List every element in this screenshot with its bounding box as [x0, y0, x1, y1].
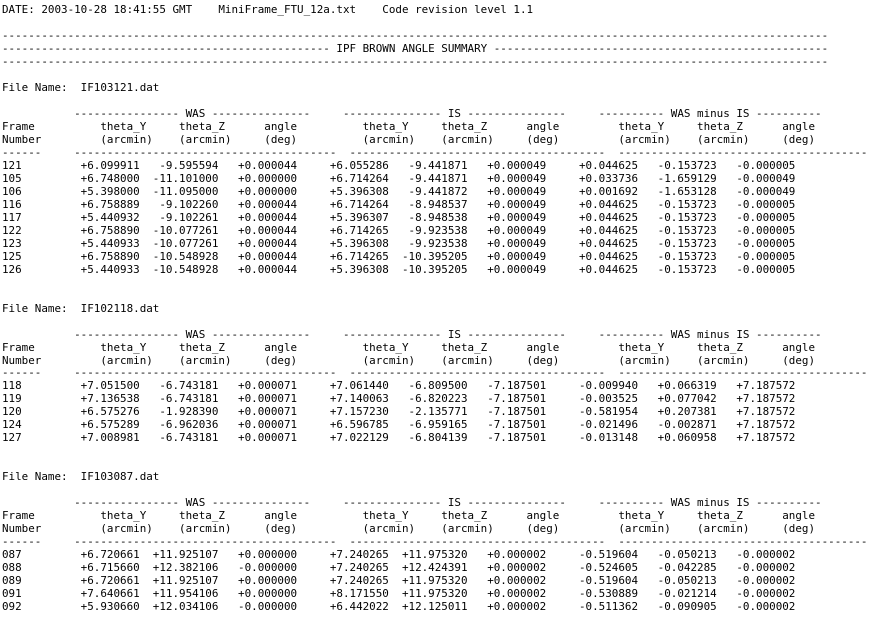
file-name-line: File Name: IF103087.dat	[2, 470, 160, 484]
table-row: 088 +6.715660 +12.382106 -0.000000 +7.240265 +12.424391 +0.000002 -0.524605 -0.042285 -0.000002	[2, 561, 796, 575]
units-header-line: Number (arcmin) (arcmin) (deg) (arcmin) (arcmin) (deg) (arcmin) (arcmin) (deg)	[2, 522, 816, 536]
report-header-line: DATE: 2003-10-28 18:41:55 GMT MiniFrame_FTU_12a.txt Code revision level 1.1	[2, 3, 534, 16]
table-row: 105 +6.748000 -11.101000 +0.000000 +6.714264 -9.441871 +0.000049 +0.033736 -1.659129 -0.000049	[2, 171, 796, 185]
column-header-line: Frame theta_Y theta_Z angle theta_Y theta_Z angle theta_Y theta_Z angle	[2, 340, 816, 354]
table-row: 089 +6.720661 +11.925107 +0.000000 +7.240265 +11.975320 +0.000002 -0.519604 -0.050213 -0.000002	[2, 574, 796, 588]
column-rule-line: ------ ---------------------------------------- --------------------------------------- --------------------------------------	[2, 535, 868, 549]
rule-line: ------------------------------------------------------------------------------------------------------------------------------	[2, 29, 829, 42]
table-row: 092 +5.930660 +12.034106 -0.000000 +6.442022 +12.125011 +0.000002 -0.511362 -0.090905 -0.000002	[2, 600, 796, 614]
column-rule-line: ------ ---------------------------------------- --------------------------------------- --------------------------------------	[2, 366, 868, 380]
column-rule-line: ------ ---------------------------------------- --------------------------------------- --------------------------------------	[2, 145, 868, 159]
table-row: 120 +6.575276 -1.928390 +0.000071 +7.157230 -2.135771 -7.187501 -0.581954 +0.207381 +7.187572	[2, 405, 796, 419]
table-row: 091 +7.640661 +11.954106 +0.000000 +8.171550 +11.975320 +0.000002 -0.530889 -0.021214 -0.000002	[2, 587, 796, 601]
file-name-line: File Name: IF103121.dat	[2, 80, 160, 94]
table-row: 121 +6.099911 -9.595594 +0.000044 +6.055286 -9.441871 +0.000049 +0.044625 -0.153723 -0.000005	[2, 158, 796, 172]
table-row: 126 +5.440933 -10.548928 +0.000044 +5.396308 -10.395205 +0.000049 +0.044625 -0.153723 -0.000005	[2, 262, 796, 276]
table-row: 125 +6.758890 -10.548928 +0.000044 +6.714265 -10.395205 +0.000049 +0.044625 -0.153723 -0.000005	[2, 249, 796, 263]
rule-line: ------------------------------------------------------------------------------------------------------------------------------	[2, 54, 829, 68]
group-header-line: ---------------- WAS --------------- --------------- IS --------------- ---------- WAS minus IS ----------	[2, 106, 822, 120]
table-row: 122 +6.758890 -10.077261 +0.000044 +6.714265 -9.923538 +0.000049 +0.044625 -0.153723 -0.000005	[2, 223, 796, 237]
table-row: 116 +6.758889 -9.102260 +0.000044 +6.714264 -8.948537 +0.000049 +0.044625 -0.153723 -0.000005	[2, 197, 796, 211]
units-header-line: Number (arcmin) (arcmin) (deg) (arcmin) (arcmin) (deg) (arcmin) (arcmin) (deg)	[2, 132, 816, 146]
column-header-line: Frame theta_Y theta_Z angle theta_Y theta_Z angle theta_Y theta_Z angle	[2, 119, 816, 133]
report-title-line: -------------------------------------------------- IPF BROWN ANGLE SUMMARY ---------------------------------------------------	[2, 41, 829, 55]
table-row: 087 +6.720661 +11.925107 +0.000000 +7.240265 +11.975320 +0.000002 -0.519604 -0.050213 -0.000002	[2, 548, 796, 562]
table-row: 118 +7.051500 -6.743181 +0.000071 +7.061440 -6.809500 -7.187501 -0.009940 +0.066319 +7.187572	[2, 379, 796, 393]
table-row: 127 +7.008981 -6.743181 +0.000071 +7.022129 -6.804139 -7.187501 -0.013148 +0.060958 +7.187572	[2, 431, 796, 445]
table-row: 119 +7.136538 -6.743181 +0.000071 +7.140063 -6.820223 -7.187501 -0.003525 +0.077042 +7.187572	[2, 392, 796, 406]
group-header-line: ---------------- WAS --------------- --------------- IS --------------- ---------- WAS minus IS ----------	[2, 496, 822, 510]
file-name-line: File Name: IF102118.dat	[2, 301, 160, 315]
table-row: 124 +6.575289 -6.962036 +0.000071 +6.596785 -6.959165 -7.187501 -0.021496 -0.002871 +7.187572	[2, 418, 796, 432]
table-row: 106 +5.398000 -11.095000 +0.000000 +5.396308 -9.441872 +0.000049 +0.001692 -1.653128 -0.000049	[2, 184, 796, 198]
table-row: 123 +5.440933 -10.077261 +0.000044 +5.396308 -9.923538 +0.000049 +0.044625 -0.153723 -0.000005	[2, 236, 796, 250]
group-header-line: ---------------- WAS --------------- --------------- IS --------------- ---------- WAS minus IS ----------	[2, 327, 822, 341]
table-row: 117 +5.440932 -9.102261 +0.000044 +5.396307 -8.948538 +0.000049 +0.044625 -0.153723 -0.000005	[2, 210, 796, 224]
units-header-line: Number (arcmin) (arcmin) (deg) (arcmin) (arcmin) (deg) (arcmin) (arcmin) (deg)	[2, 353, 816, 367]
column-header-line: Frame theta_Y theta_Z angle theta_Y theta_Z angle theta_Y theta_Z angle	[2, 509, 816, 523]
